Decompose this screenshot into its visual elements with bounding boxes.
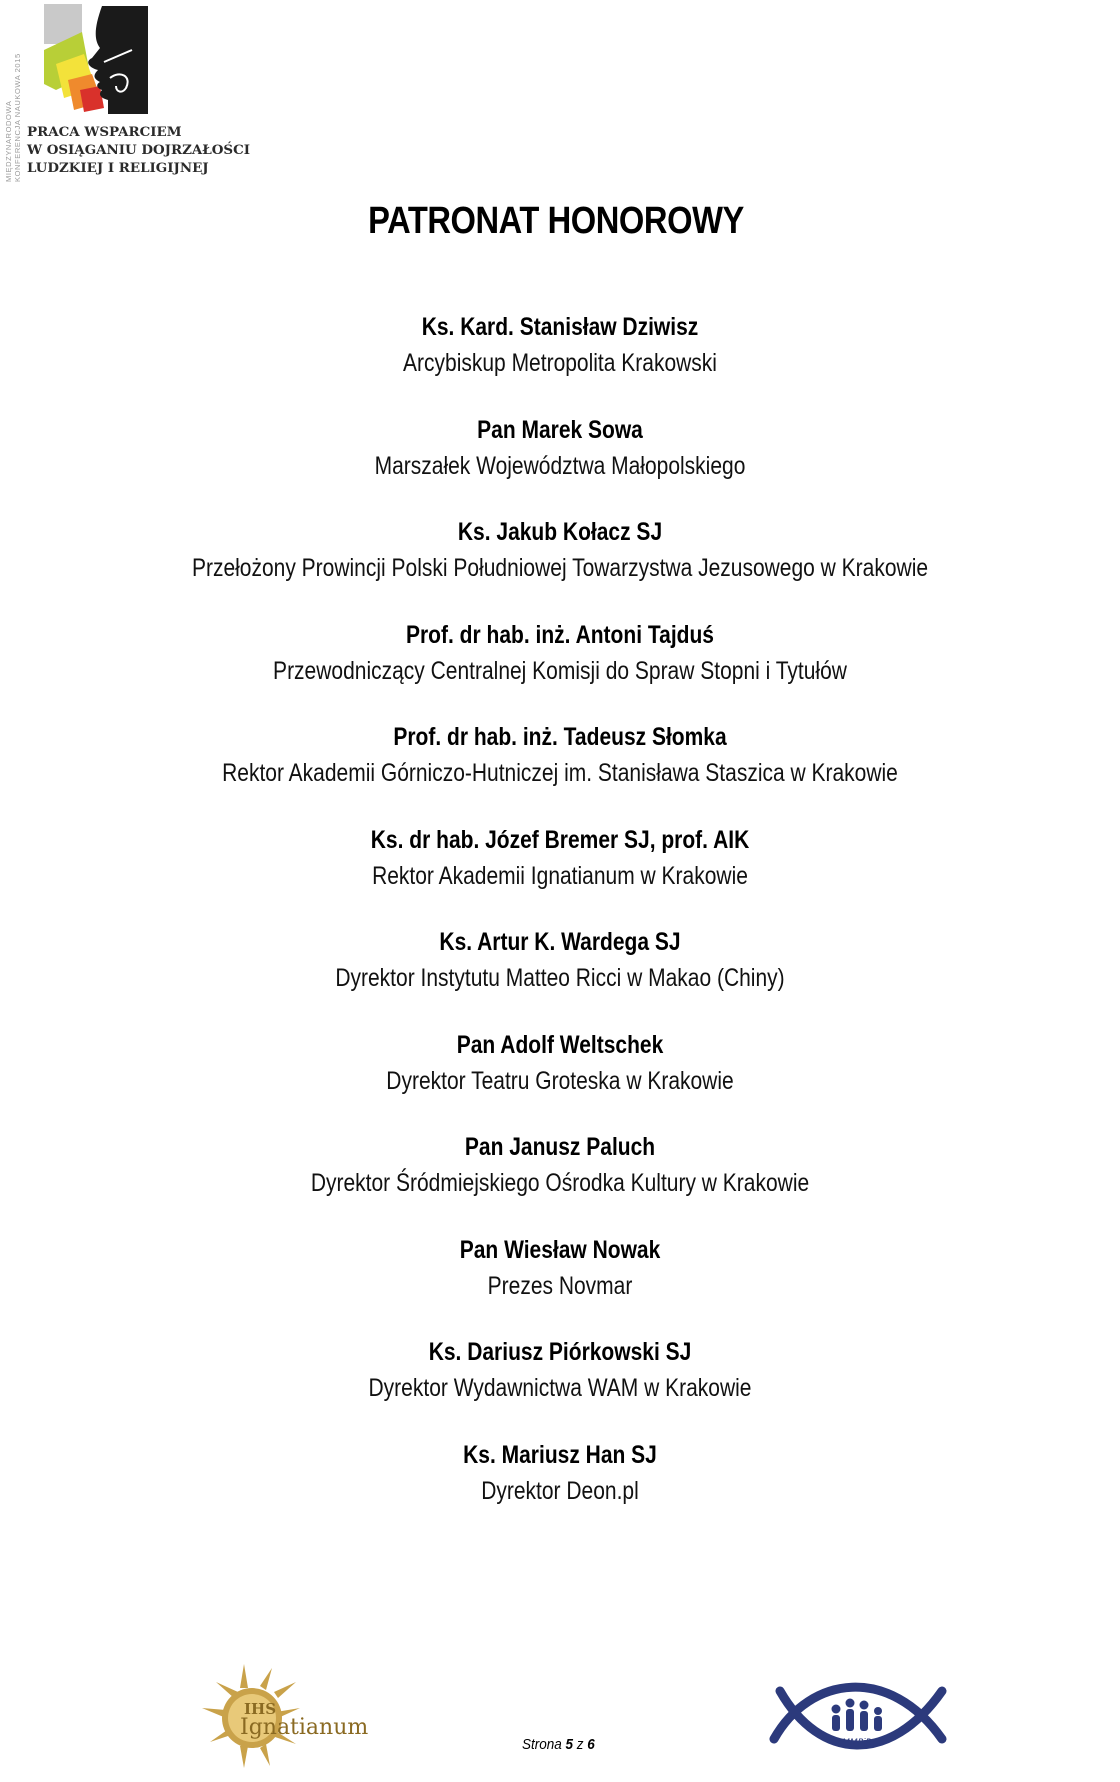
patron-role: Dyrektor Wydawnictwa WAM w Krakowie [368,1374,752,1402]
patron-role: Marszałek Województwa Małopolskiego [374,451,746,480]
patron-role: Dyrektor Instytutu Matteo Ricci w Makao (Chiny) [335,964,785,992]
patron-name: Ks. Kard. Stanisław Dziwisz [421,313,699,341]
patron-role: Arcybiskup Metropolita Krakowski [403,349,717,377]
profile-face-logo-icon [44,4,154,116]
patron-entry [0,1030,1120,1133]
patron-role: Prezes Novmar [487,1271,633,1300]
logo-title [27,123,250,177]
patron-name: Ks. Artur K. Wardega SJ [439,928,681,956]
patron-name: Pan Wiesław Nowak [459,1235,661,1264]
patron-name: Pan Janusz Paluch [464,1133,656,1161]
logo-vertical-caption [4,37,22,182]
page-title: PATRONAT HONOROWY [368,200,744,242]
patron-role: Dyrektor Śródmiejskiego Ośrodka Kultury w Krakowie [310,1169,810,1197]
logo-vertical-line-1: MIĘDZYNARODOWA [4,100,13,182]
patron-name: Pan Marek Sowa [477,415,643,444]
logo-title-line-1: PRACA WSPARCIEM [27,124,182,140]
ignatianum-logo-icon [196,1660,369,1772]
patron-name: Prof. dr hab. inż. Antoni Tajduś [406,620,714,649]
patron-role: Dyrektor Deon.pl [481,1476,639,1505]
page-current: 5 [565,1736,574,1753]
patron-name: Prof. dr hab. inż. Tadeusz Słomka [393,723,727,751]
page-sep: z [576,1736,584,1753]
patron-entry [0,312,1120,415]
patron-list [0,312,1120,1542]
page-total: 6 [587,1736,595,1753]
patron-entry [0,415,1120,518]
patron-entry [0,517,1120,620]
patron-name: Ks. Jakub Kołacz SJ [457,518,663,546]
patron-entry [0,1440,1120,1543]
logo-title-line-3: LUDZKIEJ I RELIGIJNEJ [27,160,209,176]
patron-role: Dyrektor Teatru Groteska w Krakowie [386,1066,734,1095]
zmmpir-fish-logo-icon [770,1665,948,1765]
conference-logo [0,0,260,185]
patron-entry [0,1337,1120,1440]
zmmpir-logo-text: ZMMPiR [836,1738,872,1748]
logo-title-line-2: W OSIĄGANIU DOJRZAŁOŚCI [27,142,251,158]
patron-entry [0,722,1120,825]
patron-entry [0,620,1120,723]
patron-entry [0,1235,1120,1338]
patron-entry [0,927,1120,1030]
patron-entry [0,825,1120,928]
patron-entry [0,1132,1120,1235]
ignatianum-logo-line-1: IHS [244,1700,277,1718]
patron-name: Ks. dr hab. Józef Bremer SJ, prof. AIK [370,825,750,854]
patron-role: Przełożony Prowincji Polski Południowej Towarzystwa Jezusowego w Krakowie [191,554,929,582]
page-number [522,1736,595,1753]
ignatianum-logo-line-2: Ignatianum [240,1715,369,1740]
patron-name: Ks. Mariusz Han SJ [463,1440,657,1469]
patron-role: Przewodniczący Centralnej Komisji do Spraw Stopni i Tytułów [273,656,847,685]
patron-name: Pan Adolf Weltschek [456,1030,664,1059]
patron-role: Rektor Akademii Ignatianum w Krakowie [372,861,748,890]
patron-name: Ks. Dariusz Piórkowski SJ [428,1338,692,1366]
patron-role: Rektor Akademii Górniczo-Hutniczej im. Stanisława Staszica w Krakowie [222,759,898,787]
logo-vertical-line-2: KONFERENCJA NAUKOWA 2015 [13,53,22,182]
page-prefix: Strona [522,1736,562,1753]
